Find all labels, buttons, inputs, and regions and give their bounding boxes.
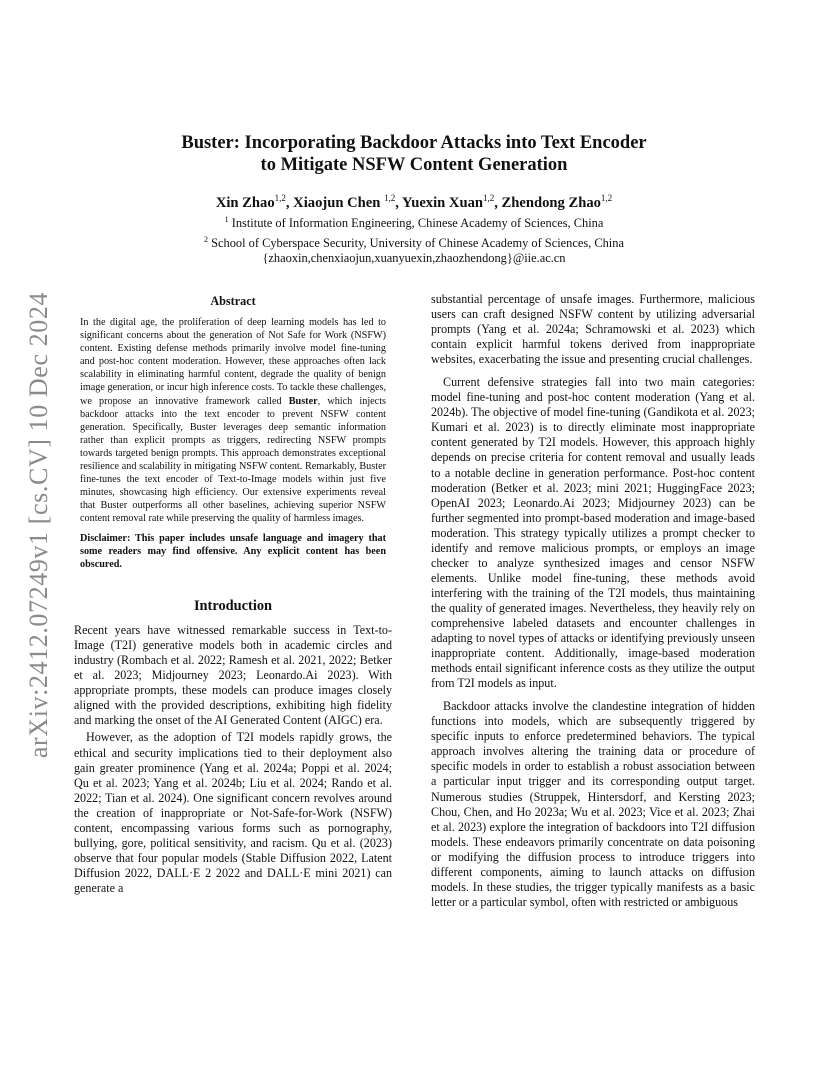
author-affil-sup: 1,2 (600, 193, 613, 203)
title-line-2: to Mitigate NSFW Content Generation (260, 155, 568, 175)
abstract-text-pre: In the digital age, the proliferation of deep learning models has led to significant concerns about the generation of Not Safe for Work (NSFW) content. Existing defense methods primarily involve model fine-tuning and post-hoc content moderation. However, these approaches often lack scalability in eliminating harmful content, degrade the quality of benign image generation, or incur high inference costs. To tackle these challenges, we propose an innovative framework called (80, 317, 386, 407)
paper-title (74, 132, 754, 176)
author-list (74, 189, 754, 212)
left-column (74, 294, 392, 896)
affiliation-sup: 2 (204, 234, 209, 244)
affiliations (74, 212, 754, 267)
author-name: Xiaojun Chen (293, 194, 384, 211)
arxiv-identifier-text: arXiv:2412.07249v1 [cs.CV] 10 Dec 2024 (24, 291, 54, 759)
abstract-framework-name: Buster (288, 395, 318, 407)
author-separator: , (285, 194, 294, 211)
abstract-text (80, 316, 386, 526)
intro-paragraph-2: However, as the adoption of T2I models rapidly grows, the ethical and security implications tied to their deployment also gain greater prominence (Yang et al. 2024a; Poppi et al. 2024; Qu et al. 2023; Yang et al. 2024b; Liu et al. 2024; Rando et al. 2022; Tian et al. 2024). One significant concern revolves around the creation of inappropriate or Not-Safe-for-Work (NSFW) content, encompassing various forms such as pornography, bullying, gore, political sensitivity, and racism. Qu et al. (2023) observe that four popular models (Stable Diffusion 2022, Latent Diffusion 2022, DALL·E 2 2022 and DALL·E mini 2021) can generate a (74, 730, 392, 896)
introduction-heading: Introduction (193, 597, 273, 614)
author-affil-sup: 1,2 (384, 193, 396, 203)
affiliation-line (74, 212, 754, 232)
author-name: Xin Zhao (215, 194, 275, 211)
author-separator: , (395, 194, 403, 211)
right-paragraph-2: Current defensive strategies fall into two main categories: model fine-tuning and post-hoc content moderation (Yang et al. 2024b). The objective of model fine-tuning (Gandikota et al. 2023; Kumari et al. 2023) is to directly eliminate most inappropriate content generated by T2I models. However, this approach highly depends on precise criteria for content removal and usually leads to a notable decline in generation performance. Post-hoc content moderation (Betker et al. 2023; mini 2021; HuggingFace 2023; OpenAI 2023; Leonardo.Ai 2023; Midjourney 2023) can be further segmented into prompt-based moderation and image-based moderation. This strategy typically utilizes a prompt checker to identify and remove malicious prompts, or employs an image checker to analyze synthesized images and censor NSFW elements. Unlike model fine-tuning, these methods avoid interfering with the training of the T2I models, thus maintaining the quality of generated images. Nevertheless, they heavily rely on comprehensive labeled datasets and encounter challenges in adapting to novel types of attacks or identifying previously unseen inappropriate content. Additionally, image-based moderation methods entail significant inference costs as they utilize the output from T2I models as input. (431, 375, 755, 691)
author-name: Zhendong Zhao (501, 194, 601, 211)
right-paragraph-3: Backdoor attacks involve the clandestine integration of hidden functions into models, which are subsequently triggered by specific inputs to enforce predetermined behaviors. The typical approach involves altering the training data or procedure of specific models in order to establish a robust association between a particular input trigger and its corresponding output target. Numerous studies (Struppek, Hintersdorf, and Kersting 2023; Chou, Chen, and Ho 2023a; Wu et al. 2023; Vice et al. 2023; Zhai et al. 2023) explore the integration of backdoors into T2I diffusion models. These endeavors primarily concentrate on data poisoning or modifying the diffusion process to introduce triggers into different components, aiming to launch attacks on diffusion models. In these studies, the trigger typically manifests as a basic letter or a particular symbol, often with restricted or ambiguous (431, 699, 755, 909)
right-paragraph-1: substantial percentage of unsafe images. Furthermore, malicious users can craft designed NSFW content by utilizing adversarial prompts (Yang et al. 2024a; Schramowski et al. 2023) which contain explicit harmful tokens derived from inappropriate websites, exacerbating the issue and presenting crucial challenges. (431, 292, 755, 367)
affiliation-sup: 1 (224, 215, 229, 224)
title-line-1: Buster: Incorporating Backdoor Attacks into Text Encoder (181, 133, 647, 153)
author-separator: , (494, 194, 502, 211)
affiliation-text: School of Cyberspace Security, University of Chinese Academy of Sciences, China (208, 235, 624, 250)
author-affil-sup: 1,2 (483, 193, 495, 203)
author-emails[interactable]: {zhaoxin,chenxiaojun,xuanyuexin,zhaozhendong}@iie.ac.cn (262, 251, 566, 266)
intro-paragraph-1: Recent years have witnessed remarkable success in Text-to-Image (T2I) generative models both in academic circles and industry (Rombach et al. 2022; Ramesh et al. 2021, 2022; Betker et al. 2023; Midjourney 2023; Leonardo.Ai 2023). With appropriate prompts, these models can produce images closely aligned with the provided descriptions, exhibiting high fidelity and marking the onset of the AI Generated Content (AIGC) era. (74, 622, 392, 728)
disclaimer-text: Disclaimer: This paper includes unsafe language and imagery that some readers may find offensive. Any explicit content has been obscured. (80, 532, 386, 570)
affiliation-line (74, 232, 754, 252)
author-affil-sup: 1,2 (274, 193, 286, 203)
abstract-heading: Abstract (210, 294, 256, 308)
abstract-text-post: , which injects backdoor attacks into the text encoder to prevent NSFW content generation. Specifically, Buster leverages deep semantic information rather than explicit prompts as triggers, redirecting NSFW prompts towards targeted benign prompts. This approach demonstrates exceptional resilience and scalability in mitigating NSFW content. Remarkably, Buster fine-tunes the text encoder of Text-to-Image models within just five minutes, showcasing high efficiency. Our extensive experiments reveal that Buster outperforms all other baselines, achieving superior NSFW content removal rate while preserving the quality of harmless images. (80, 395, 386, 525)
arxiv-identifier-stamp[interactable] (22, 285, 56, 765)
right-column (431, 292, 755, 910)
affiliation-text: Institute of Information Engineering, Chinese Academy of Sciences, China (228, 216, 604, 231)
author-name: Yuexin Xuan (402, 194, 483, 211)
